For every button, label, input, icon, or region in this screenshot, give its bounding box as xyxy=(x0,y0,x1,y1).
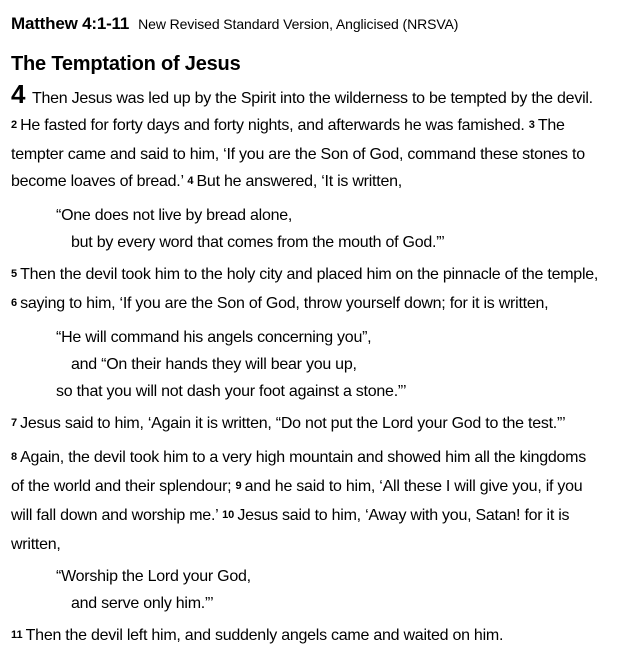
passage-content xyxy=(11,81,602,651)
poetry-line: “Worship the Lord your God, xyxy=(56,568,251,585)
chapter-number: 4 xyxy=(11,79,25,109)
poetry-line: and “On their hands they will bear you up, xyxy=(71,356,357,373)
verse-paragraph xyxy=(11,622,602,651)
verse-text: Jesus said to him, ‘Away with you, Satan! for it is written, xyxy=(11,507,570,553)
poetry-block xyxy=(11,563,602,617)
verse-text: The tempter came and said to him, ‘If you are the Son of God, command these stones to become loaves of bread.’ xyxy=(11,117,585,190)
verse-text: Again, the devil took him to a very high mountain and showed him all the kingdoms of the world and their splendour; xyxy=(11,449,586,495)
verse-number: 11 xyxy=(11,629,23,641)
verse-number: 4 xyxy=(187,175,194,187)
verse-text: Then the devil took him to the holy city and placed him on the pinnacle of the temple, xyxy=(20,266,599,283)
verse-paragraph xyxy=(11,261,602,319)
verse-text: Then Jesus was led up by the Spirit into the wilderness to be tempted by the devil. xyxy=(31,90,593,107)
poetry-line: so that you will not dash your foot against a stone.”’ xyxy=(56,383,407,400)
verse-number: 3 xyxy=(528,119,535,131)
verse-number: 8 xyxy=(11,451,18,463)
verse-number: 5 xyxy=(11,268,18,280)
poetry-line: and serve only him.”’ xyxy=(71,595,214,612)
verse-paragraph xyxy=(11,81,602,197)
poetry-line: “One does not live by bread alone, xyxy=(56,207,293,224)
verse-number: 6 xyxy=(11,297,18,309)
poetry-block xyxy=(11,202,602,256)
verse-text: Jesus said to him, ‘Again it is written, “Do not put the Lord your God to the test.”’ xyxy=(20,415,566,432)
verse-number: 9 xyxy=(235,480,242,492)
verse-text: and he said to him, ‘All these I will give you, if you will fall down and worship me.’ xyxy=(11,478,583,524)
verse-text: He fasted for forty days and forty nights, and afterwards he was famished. xyxy=(20,117,529,134)
verse-paragraph xyxy=(11,410,602,439)
verse-text: Then the devil left him, and suddenly angels came and waited on him. xyxy=(25,627,504,644)
translation-name: New Revised Standard Version, Anglicised (NRSVA) xyxy=(138,16,459,32)
verse-number: 7 xyxy=(11,417,18,429)
verse-text: saying to him, ‘If you are the Son of God, throw yourself down; for it is written, xyxy=(20,295,549,312)
poetry-line: but by every word that comes from the mouth of God.”’ xyxy=(71,234,445,251)
verse-text: But he answered, ‘It is written, xyxy=(196,173,402,190)
poetry-line: “He will command his angels concerning you”, xyxy=(56,329,372,346)
passage-header xyxy=(11,13,607,35)
verse-number: 2 xyxy=(11,119,18,131)
section-heading: The Temptation of Jesus xyxy=(11,53,241,75)
verse-number: 10 xyxy=(222,509,235,521)
verse-paragraph xyxy=(11,444,602,558)
passage-reference: Matthew 4:1-11 xyxy=(11,14,130,33)
poetry-block xyxy=(11,324,602,405)
